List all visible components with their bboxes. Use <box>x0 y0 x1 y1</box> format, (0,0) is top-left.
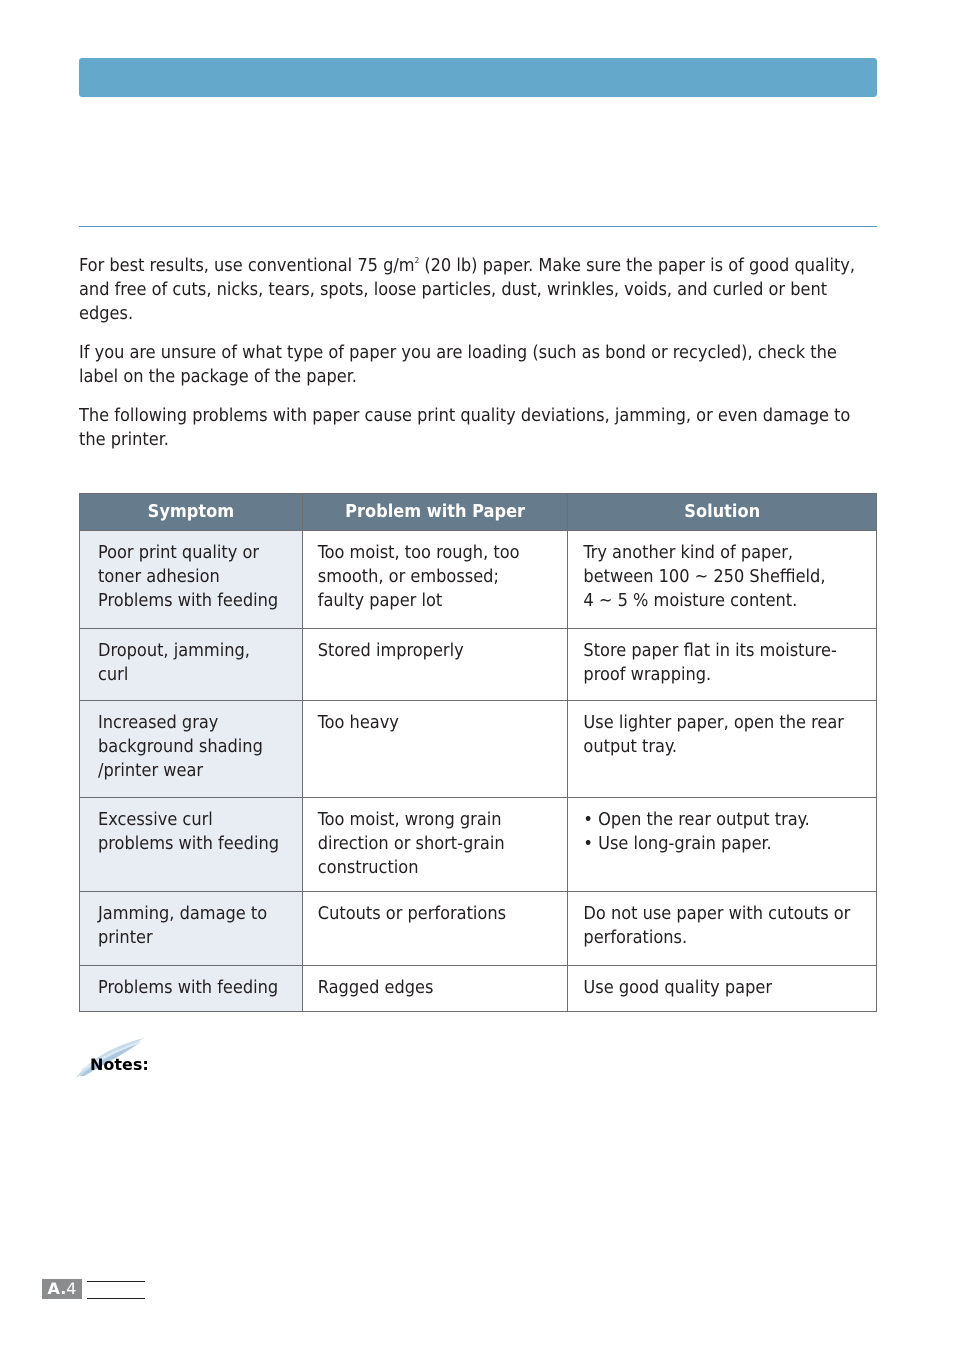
problem-cell <box>302 701 568 798</box>
page-number-rule-top <box>87 1281 145 1282</box>
table-row <box>80 701 877 798</box>
intro-paragraph-2: If you are unsure of what type of paper you are loading (such as bond or recycled), check the label on the package of the paper. <box>79 342 837 387</box>
cell-text-line: curl <box>98 664 129 685</box>
cell-text-line: Too moist, wrong grain <box>317 809 502 830</box>
section-divider <box>79 226 877 227</box>
superscript-2: 2 <box>414 256 420 265</box>
header-solution: Solution <box>568 494 877 531</box>
cell-text-line: Cutouts or perforations <box>317 903 507 924</box>
intro-paragraph-1: For best results, use conventional 75 $g/m^2$ (20 lb) paper. Make sure the paper is of good quality, and free of cuts, nicks, tears, spots, loose particles, dust, wrinkles, voids, and curled or bent edges. <box>79 255 856 324</box>
cell-text-line: toner adhesion <box>98 566 220 587</box>
table-row <box>80 531 877 629</box>
paper-problems-table <box>79 493 877 1012</box>
problem-cell <box>302 892 568 966</box>
symptom-cell <box>80 701 303 798</box>
problem-cell <box>302 966 568 1012</box>
cell-text-line: • Open the rear output tray. <box>583 809 810 830</box>
header-symptom: Symptom <box>80 494 303 531</box>
problem-cell <box>302 531 568 629</box>
notes-callout <box>74 1036 214 1082</box>
table-row <box>80 892 877 966</box>
solution-cell <box>568 629 877 701</box>
cell-text-line: perforations. <box>583 927 688 948</box>
solution-cell <box>568 966 877 1012</box>
symptom-cell <box>80 798 303 892</box>
cell-text-line: Increased gray <box>98 712 219 733</box>
cell-text-line: Ragged edges <box>317 977 434 998</box>
cell-text-line: Dropout, jamming, <box>98 640 250 661</box>
cell-text-line: Poor print quality or <box>98 542 260 563</box>
cell-text-line: output tray. <box>583 736 678 757</box>
cell-text-line: Problems with feeding <box>98 977 279 998</box>
table-row <box>80 966 877 1012</box>
cell-text-line: Problems with feeding <box>98 590 279 611</box>
page-number-rule-bottom <box>87 1298 145 1299</box>
problem-cell <box>302 798 568 892</box>
cell-text-line: Do not use paper with cutouts or <box>583 903 851 924</box>
table-header-row <box>80 494 877 531</box>
header-banner <box>79 58 877 97</box>
symptom-cell <box>80 892 303 966</box>
cell-text-line: direction or short-grain <box>317 833 505 854</box>
cell-text-line: Stored improperly <box>317 640 464 661</box>
cell-text-line: proof wrapping. <box>583 664 712 685</box>
cell-text-line: Try another kind of paper, <box>583 542 794 563</box>
cell-text-line: faulty paper lot <box>317 590 443 611</box>
solution-cell <box>568 892 877 966</box>
symptom-cell <box>80 966 303 1012</box>
cell-text-line: smooth, or embossed; <box>317 566 499 587</box>
cell-text-line: background shading <box>98 736 263 757</box>
cell-text-line: Store paper flat in its moisture- <box>583 640 837 661</box>
table-row <box>80 629 877 701</box>
symptom-cell <box>80 531 303 629</box>
cell-text-line: /printer wear <box>98 760 204 781</box>
cell-text-line: Too heavy <box>317 712 399 733</box>
cell-text-line: • Use long-grain paper. <box>583 833 772 854</box>
solution-cell <box>568 701 877 798</box>
cell-text-line: printer <box>98 927 153 948</box>
table-row <box>80 798 877 892</box>
cell-text-line: Excessive curl <box>98 809 213 830</box>
cell-text-line: Jamming, damage to <box>98 903 268 924</box>
intro-paragraph-3: The following problems with paper cause print quality deviations, jamming, or even damage to the printer. <box>79 405 851 450</box>
cell-text-line: between 100 ~ 250 Sheffield, <box>583 566 826 587</box>
header-problem: Problem with Paper <box>302 494 568 531</box>
cell-text-line: problems with feeding <box>98 833 280 854</box>
solution-cell <box>568 531 877 629</box>
notes-label: Notes: <box>90 1055 149 1074</box>
cell-text-line: construction <box>317 857 419 878</box>
cell-text-line: 4 ~ 5 % moisture content. <box>583 590 798 611</box>
cell-text-line: Use good quality paper <box>583 977 772 998</box>
symptom-cell <box>80 629 303 701</box>
cell-text-line: Too moist, too rough, too <box>317 542 520 563</box>
problem-cell <box>302 629 568 701</box>
solution-cell <box>568 798 877 892</box>
page-number-badge: A.4 <box>42 1279 82 1299</box>
cell-text-line: Use lighter paper, open the rear <box>583 712 844 733</box>
